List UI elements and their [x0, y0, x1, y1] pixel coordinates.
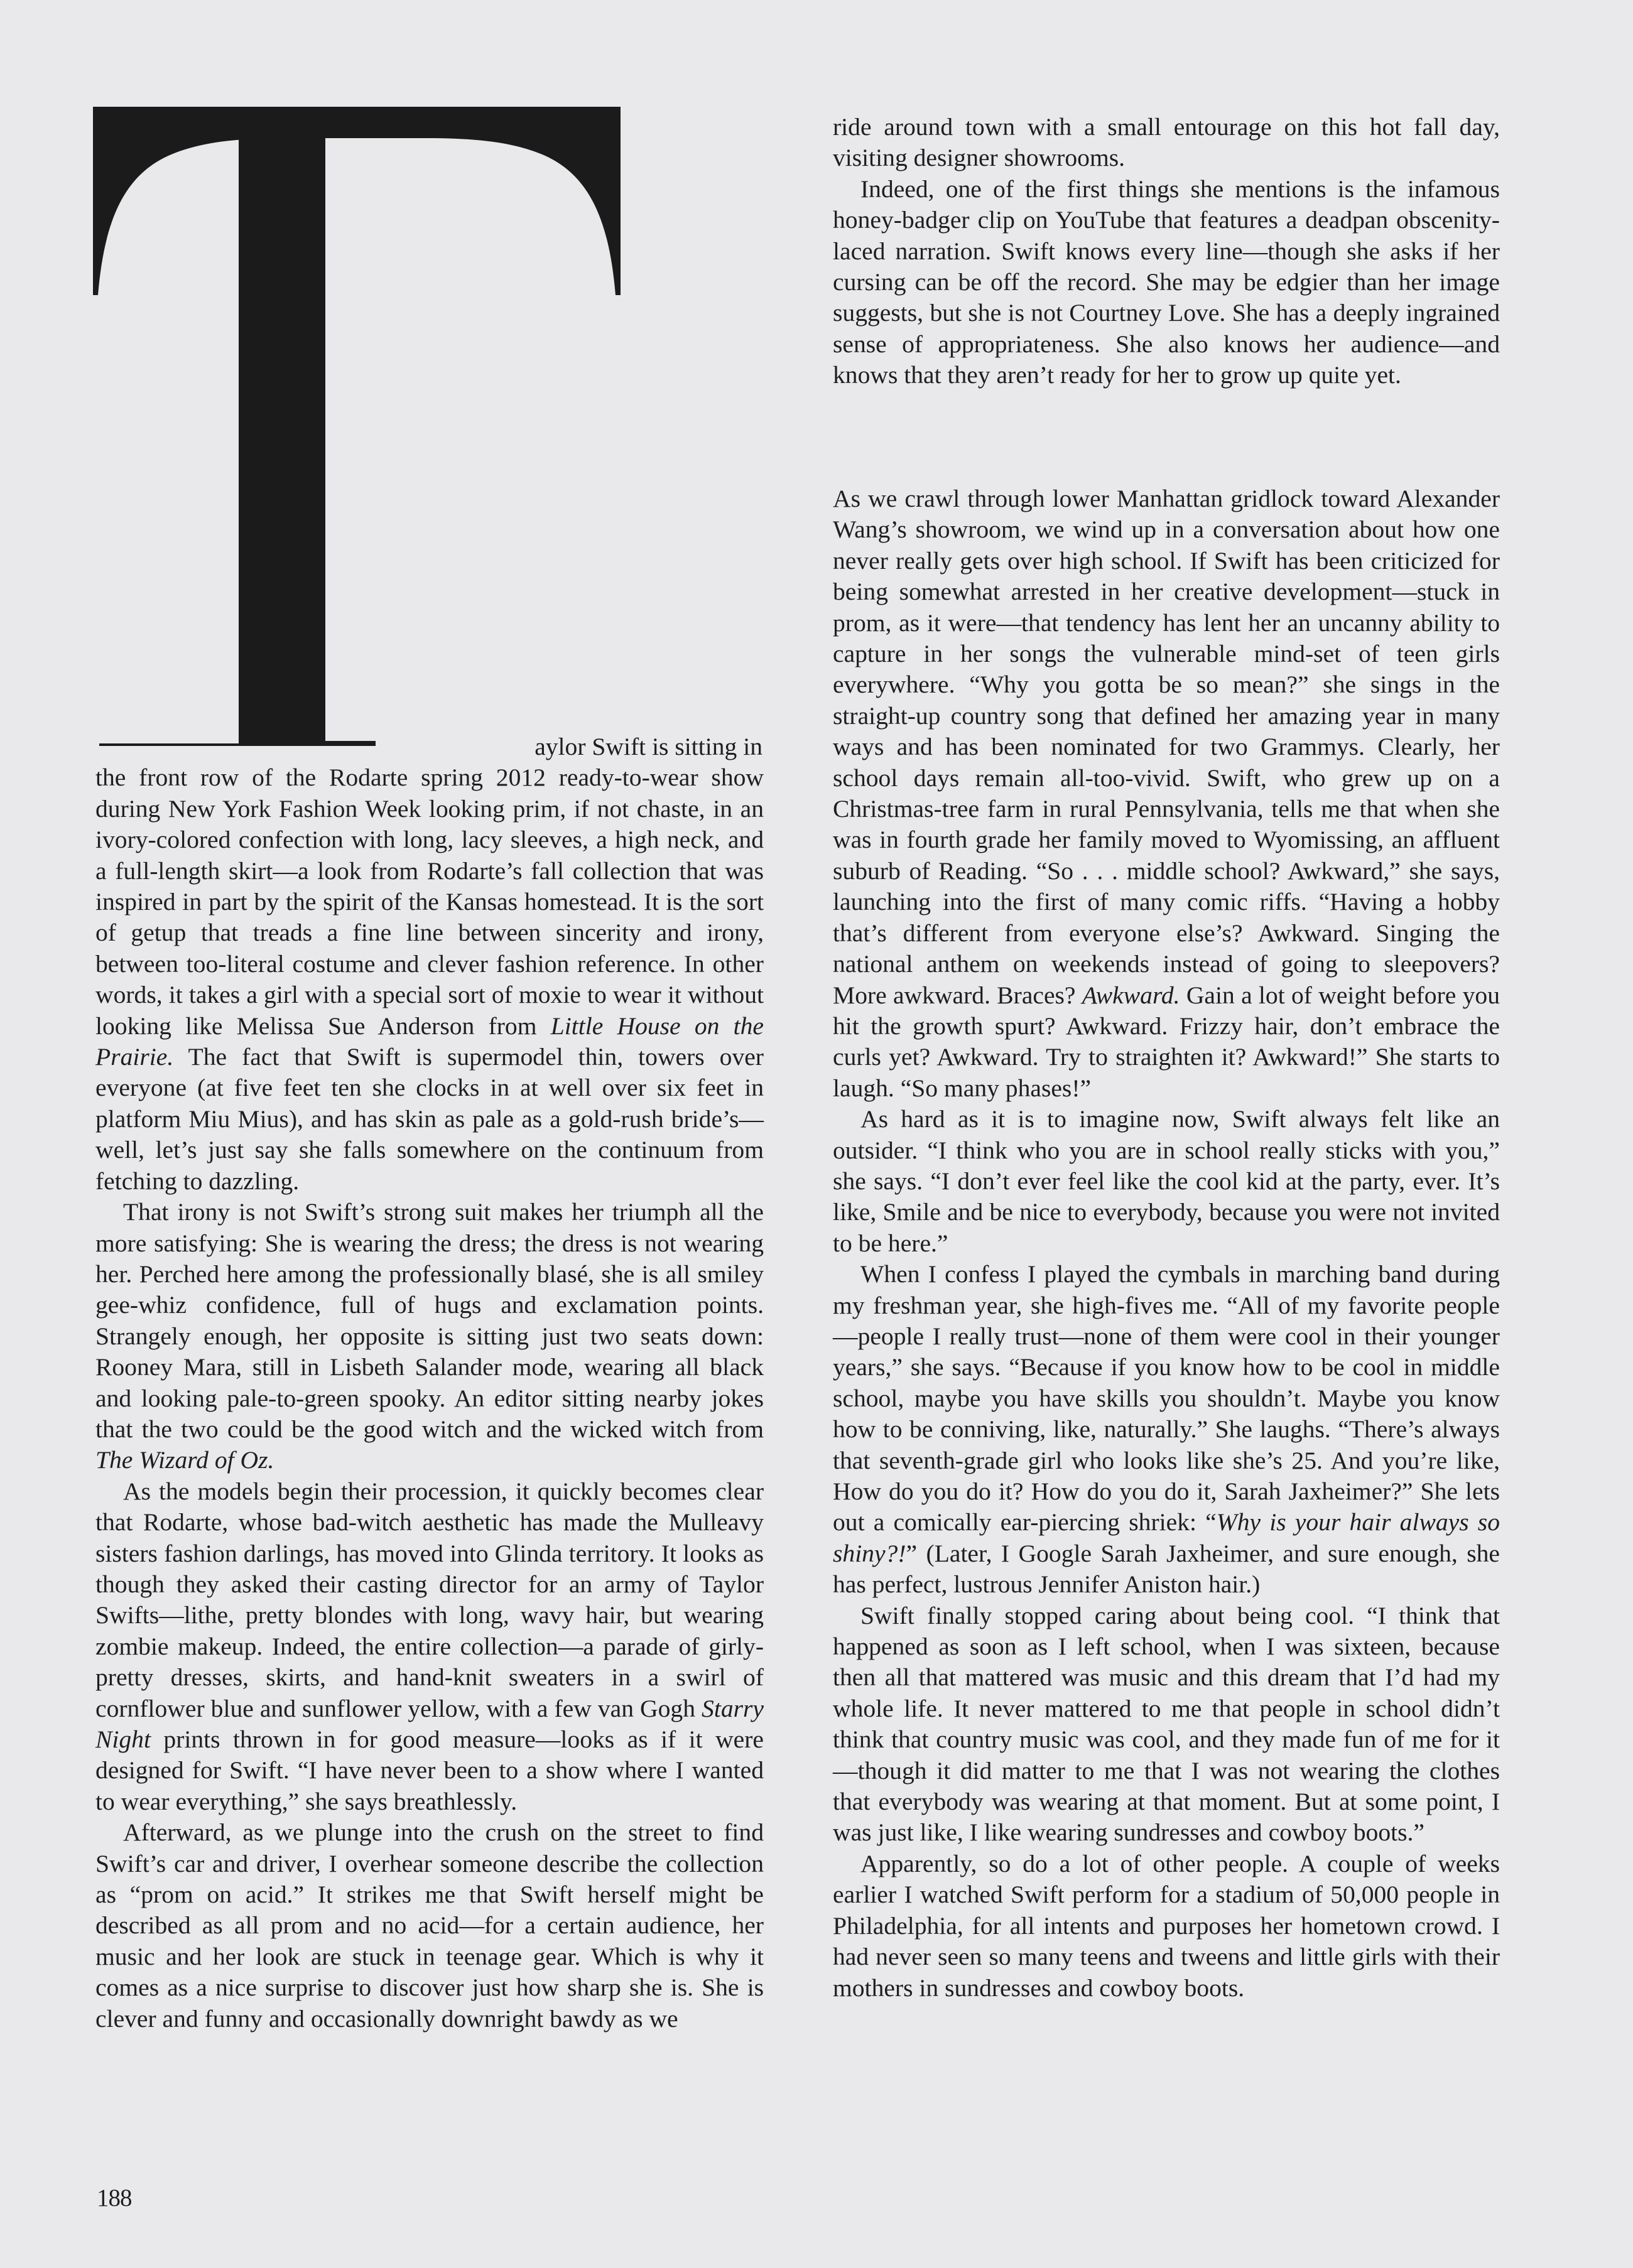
- paragraph: the front row of the Rodarte spring 2012 ready-to-wear show during New York Fashion Week looking prim, if not chaste, in an ivory-colored confection with long, lacy sleeves, a high neck, and a full-length skirt—a look from Rodarte’s fall collection that was inspired in part by the spirit of the Kansas homestead. It is the sort of getup that treads a fine line between sincerity and irony, between too-literal costume and clever fashion reference. In other words, it takes a girl with a special sort of moxie to wear it without looking like Melissa Sue Anderson from Little House on the Prairie. The fact that Swift is supermodel thin, towers over everyone (at five feet ten she clocks in at well over six feet in platform Miu Mius), and has skin as pale as a gold-rush bride’s—well, let’s just say she falls somewhere on the continuum from fetching to dazzling.: [95, 764, 764, 1195]
- right-column-top: [833, 112, 1500, 391]
- paragraph: Afterward, as we plunge into the crush on the street to find Swift’s car and driver, I overhear someone describe the collection as “prom on acid.” It strikes me that Swift herself might be described as all prom and no acid—for a certain audience, her music and her look are stuck in teenage gear. Which is why it comes as a nice surprise to discover just how sharp she is. She is clever and funny and occasionally downright bawdy as we: [95, 1818, 764, 2033]
- paragraph: Indeed, one of the first things she mentions is the infamous honey-badger clip on YouTube that features a deadpan obscenity-laced narration. Swift knows every line—though she asks if her cursing can be off the record. She may be edgier than her image suggests, but she is not Courtney Love. She has a deeply ingrained sense of appropriateness. She also knows her audience—and knows that they aren’t ready for her to grow up quite yet.: [833, 175, 1500, 389]
- paragraph: When I confess I played the cymbals in marching band during my freshman year, she high-fives me. “All of my favorite people—people I really trust—none of them were cool in their younger years,” she says. “Because if you know how to be cool in middle school, maybe you have skills you shouldn’t. Maybe you know how to be conniving, like, naturally.” She laughs. “There’s always that seventh-grade girl who looks like she’s 25. And you’re like, How do you do it? How do you do it, Sarah Jaxheimer?” She lets out a comically ear-piercing shriek: “Why is your hair always so shiny?!” (Later, I Google Sarah Jaxheimer, and sure enough, she has perfect, lustrous Jennifer Aniston hair.): [833, 1260, 1500, 1599]
- page-number: 188: [97, 2184, 132, 2211]
- paragraph: ride around town with a small entourage on this hot fall day, visiting designer showrooms.: [833, 113, 1500, 172]
- paragraph: Swift finally stopped caring about being cool. “I think that happened as soon as I left school, when I was sixteen, because then all that mattered was music and this dream that I’d had my whole life. It never mattered to me that people in school didn’t think that country music was cool, and they made fun of me for it—though it did matter to me that I was not wearing the clothes that everybody was wearing at that moment. But at some point, I was just like, I like wearing sundresses and cowboy boots.”: [833, 1601, 1500, 1847]
- paragraph: As hard as it is to imagine now, Swift always felt like an outsider. “I think who you are in school really sticks with you,” she says. “I don’t ever feel like the cool kid at the party, ever. It’s like, Smile and be nice to everybody, because you were not invited to be here.”: [833, 1105, 1500, 1257]
- opening-line: aylor Swift is sitting in: [534, 733, 762, 760]
- drop-cap-letter-t: [93, 107, 621, 753]
- left-column: [95, 732, 764, 2034]
- paragraph: That irony is not Swift’s strong suit makes her triumph all the more satisfying: She is wearing the dress; the dress is not wearing her. Perched here among the professionally blasé, she is all smiley gee-whiz confidence, full of hugs and exclamation points. Strangely enough, her opposite is sitting just two seats down: Rooney Mara, still in Lisbeth Salander mode, wearing all black and looking pale-to-green spooky. An editor sitting nearby jokes that the two could be the good witch and the wicked witch from The Wizard of Oz.: [95, 1198, 764, 1474]
- paragraph: As we crawl through lower Manhattan gridlock toward Alexander Wang’s showroom, we wind up in a conversation about how one never really gets over high school. If Swift has been criticized for being somewhat arrested in her creative development—stuck in prom, as it were—that tendency has lent her an uncanny ability to capture in her songs the vulnerable mind-set of teen girls everywhere. “Why you gotta be so mean?” she sings in the straight-up country song that defined her amazing year in many ways and has been nominated for two Grammys. Clearly, her school days remain all-too-vivid. Swift, who grew up on a Christmas-tree farm in rural Pennsylvania, tells me that when she was in fourth grade her family moved to Wyomissing, an affluent suburb of Reading. “So . . . middle school? Awkward,” she says, launching into the first of many comic riffs. “Having a hobby that’s different from everyone else’s? Awkward. Singing the national anthem on weekends instead of going to sleepovers? More awkward. Braces? Awkward. Gain a lot of weight before you hit the growth spurt? Awkward. Frizzy hair, don’t embrace the curls yet? Awkward. Try to straighten it? Awkward!” She starts to laugh. “So many phases!”: [833, 485, 1500, 1102]
- right-column-bottom: [833, 483, 1500, 2004]
- paragraph: Apparently, so do a lot of other people. A couple of weeks earlier I watched Swift perform for a stadium of 50,000 people in Philadelphia, for all intents and purposes her hometown crowd. I had never seen so many teens and tweens and little girls with their mothers in sundresses and cowboy boots.: [833, 1849, 1500, 2002]
- paragraph: As the models begin their procession, it quickly becomes clear that Rodarte, whose bad-witch aesthetic has made the Mulleavy sisters fashion darlings, has moved into Glinda territory. It looks as though they asked their casting director for an army of Taylor Swifts—lithe, pretty blondes with long, wavy hair, but wearing zombie makeup. Indeed, the entire collection—a parade of girly-pretty dresses, skirts, and hand-knit sweaters in a swirl of cornflower blue and sunflower yellow, with a few van Gogh Starry Night prints thrown in for good measure—looks as if it were designed for Swift. “I have never been to a show where I wanted to wear everything,” she says breathlessly.: [95, 1477, 764, 1815]
